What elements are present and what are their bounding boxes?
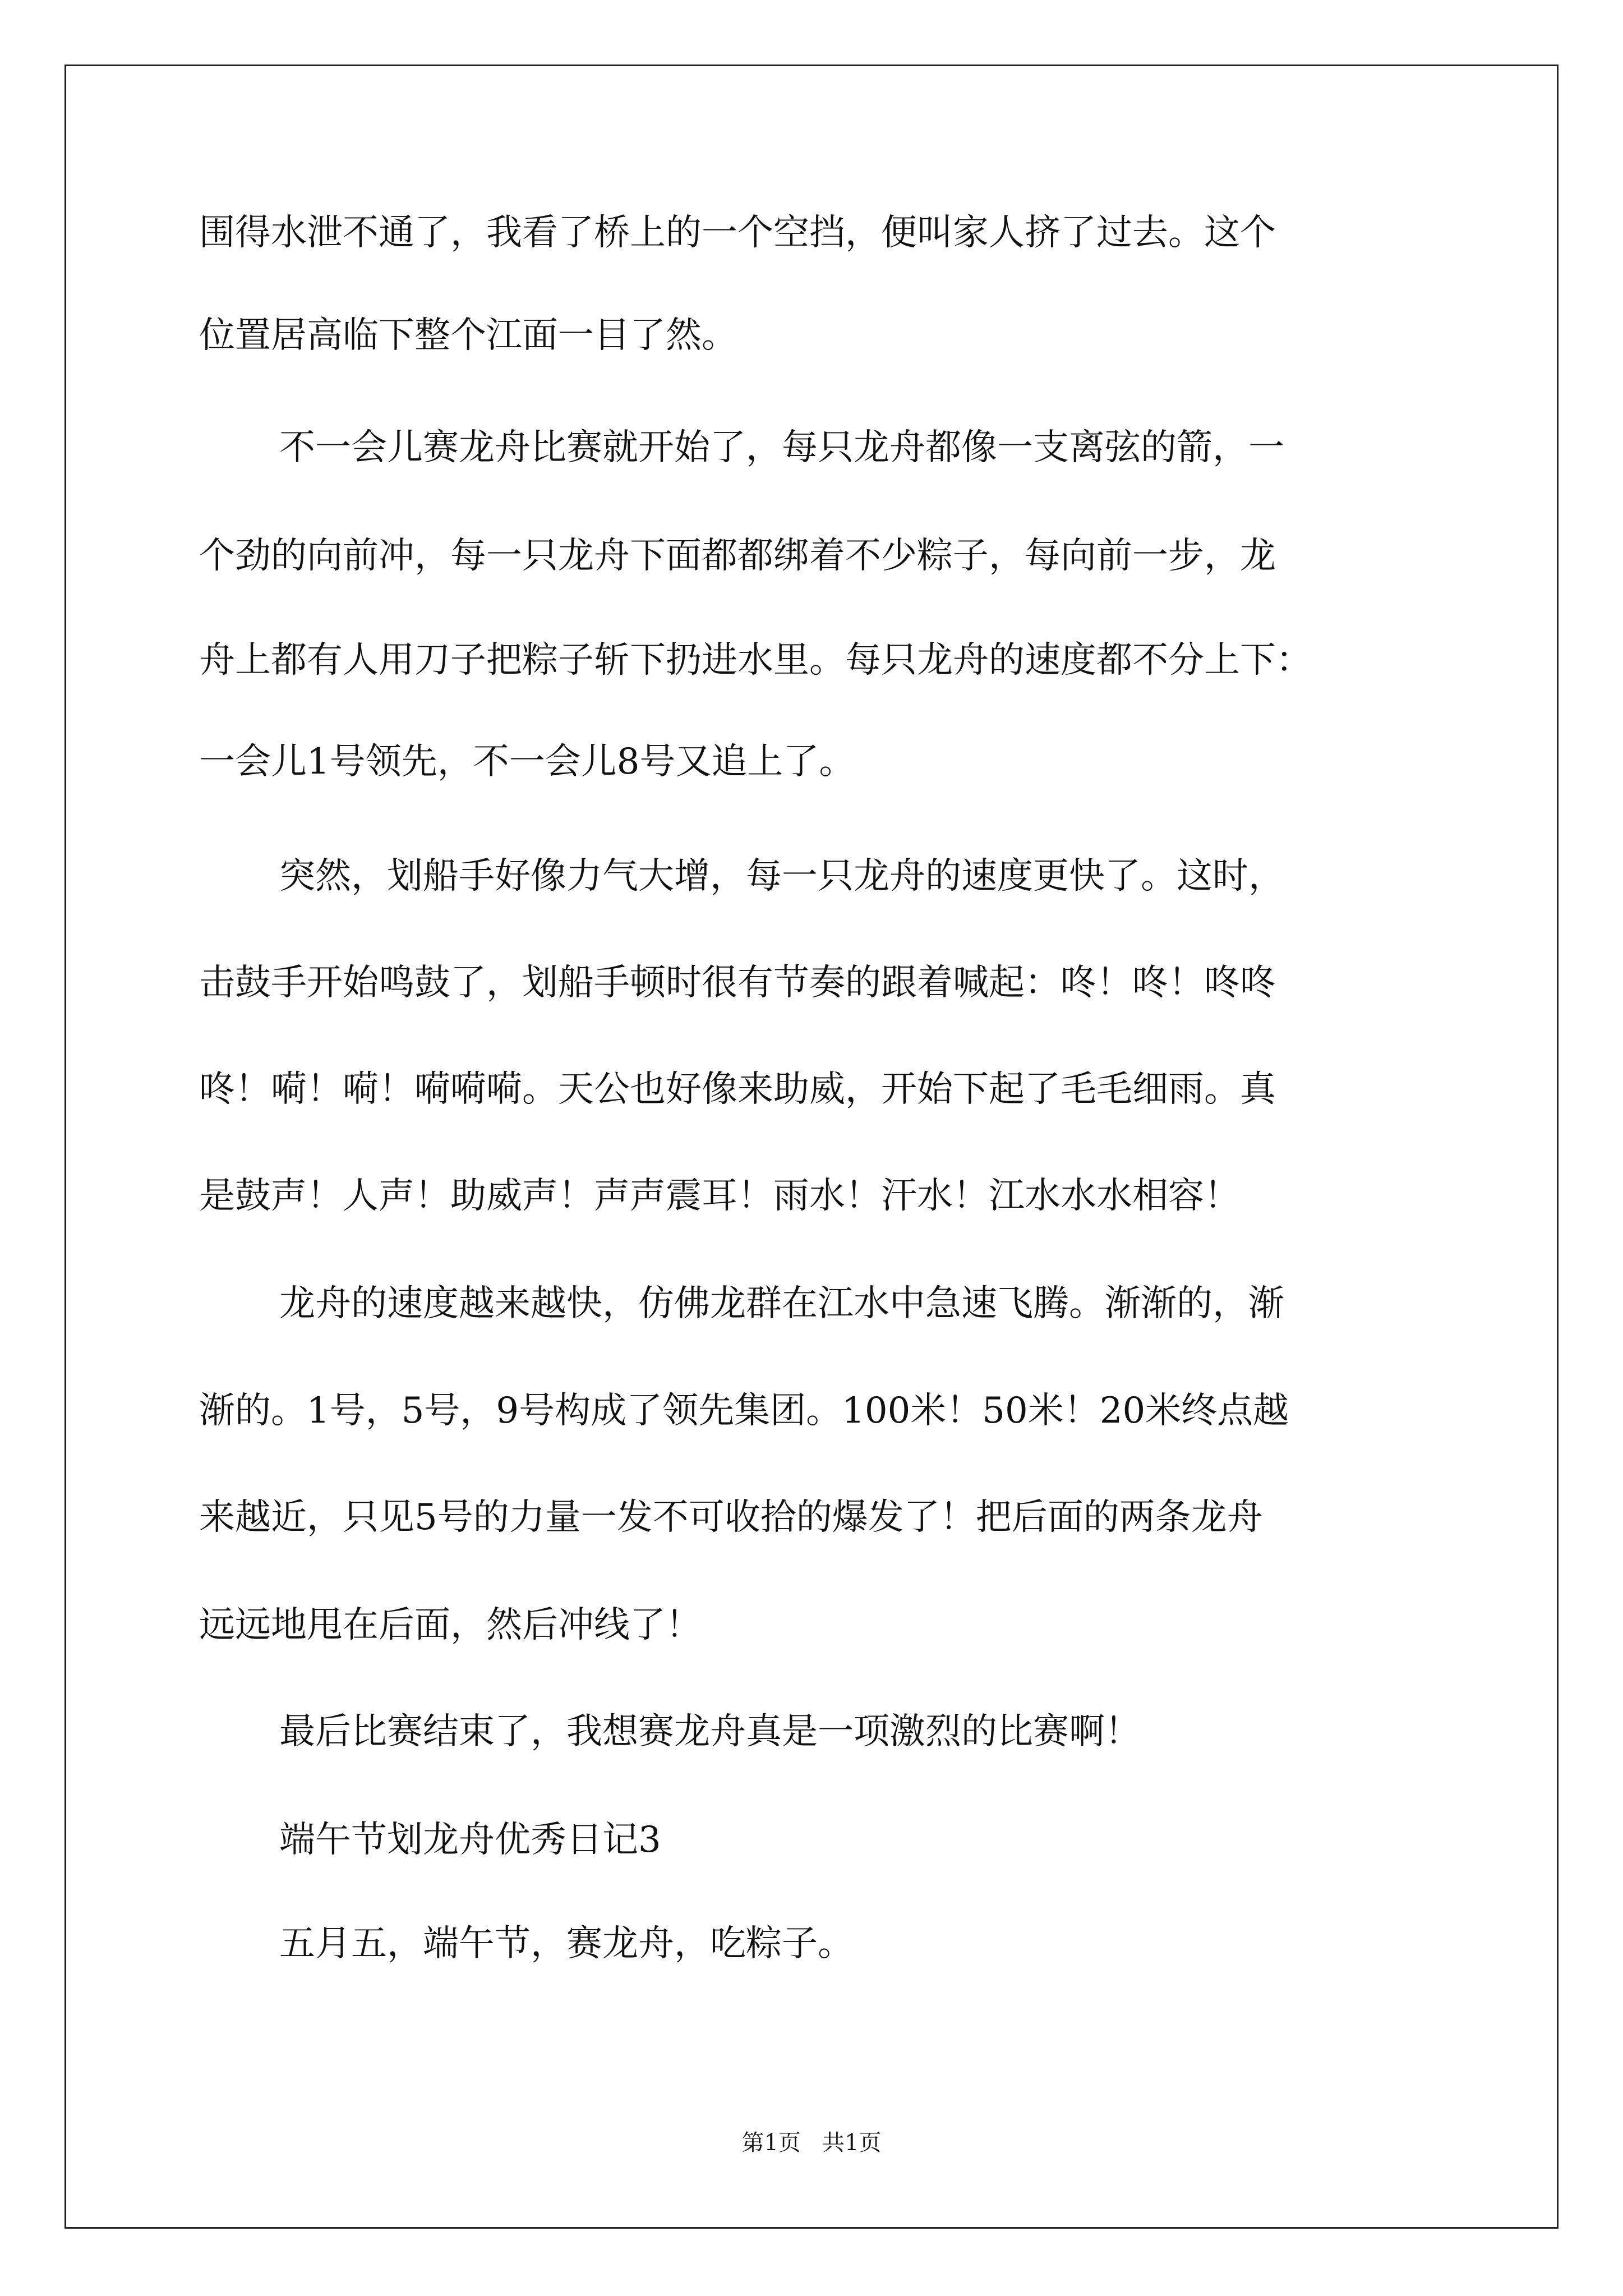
- paragraph-start: 龙舟的速度越来越快，仿佛龙群在江水中急速飞腾。渐渐的，渐: [279, 1283, 1284, 1324]
- text-line: 一会儿1号领先，不一会儿8号又追上了。: [199, 741, 855, 783]
- text-line: 位置居高临下整个江面一目了然。: [199, 315, 737, 356]
- paragraph-start: 突然，划船手好像力气大增，每一只龙舟的速度更快了。这时，: [279, 855, 1284, 897]
- paragraph-start: 不一会儿赛龙舟比赛就开始了，每只龙舟都像一支离弦的箭，一: [279, 427, 1284, 468]
- text-line: 来越近，只见5号的力量一发不可收拾的爆发了！把后面的两条龙舟: [199, 1497, 1263, 1538]
- text-line: 击鼓手开始鸣鼓了，划船手顿时很有节奏的跟着喊起：咚！咚！咚咚: [199, 962, 1276, 1004]
- section-heading: 端午节划龙舟优秀日记3: [279, 1819, 661, 1861]
- text-line: 咚！嗬！嗬！嗬嗬嗬。天公也好像来助威，开始下起了毛毛细雨。真: [199, 1069, 1276, 1110]
- page-number-footer: 第1页 共1页: [741, 2130, 882, 2156]
- text-line: 远远地甩在后面，然后冲线了！: [199, 1604, 702, 1646]
- text-line: 舟上都有人用刀子把粽子斩下扔进水里。每只龙舟的速度都不分上下：: [199, 639, 1312, 681]
- text-line: 围得水泄不通了，我看了桥上的一个空挡，便叫家人挤了过去。这个: [199, 212, 1276, 254]
- paragraph-start: 五月五，端午节，赛龙舟，吃粽子。: [279, 1923, 854, 1964]
- text-line: 是鼓声！人声！助威声！声声震耳！雨水！汗水！江水水水相容！: [199, 1175, 1240, 1217]
- page-border: [64, 65, 1559, 2229]
- paragraph-start: 最后比赛结束了，我想赛龙舟真是一项激烈的比赛啊！: [279, 1711, 1141, 1752]
- text-line: 渐的。1号，5号，9号构成了领先集团。100米！50米！20米终点越: [199, 1390, 1289, 1432]
- text-line: 个劲的向前冲，每一只龙舟下面都都绑着不少粽子，每向前一步，龙: [199, 535, 1276, 577]
